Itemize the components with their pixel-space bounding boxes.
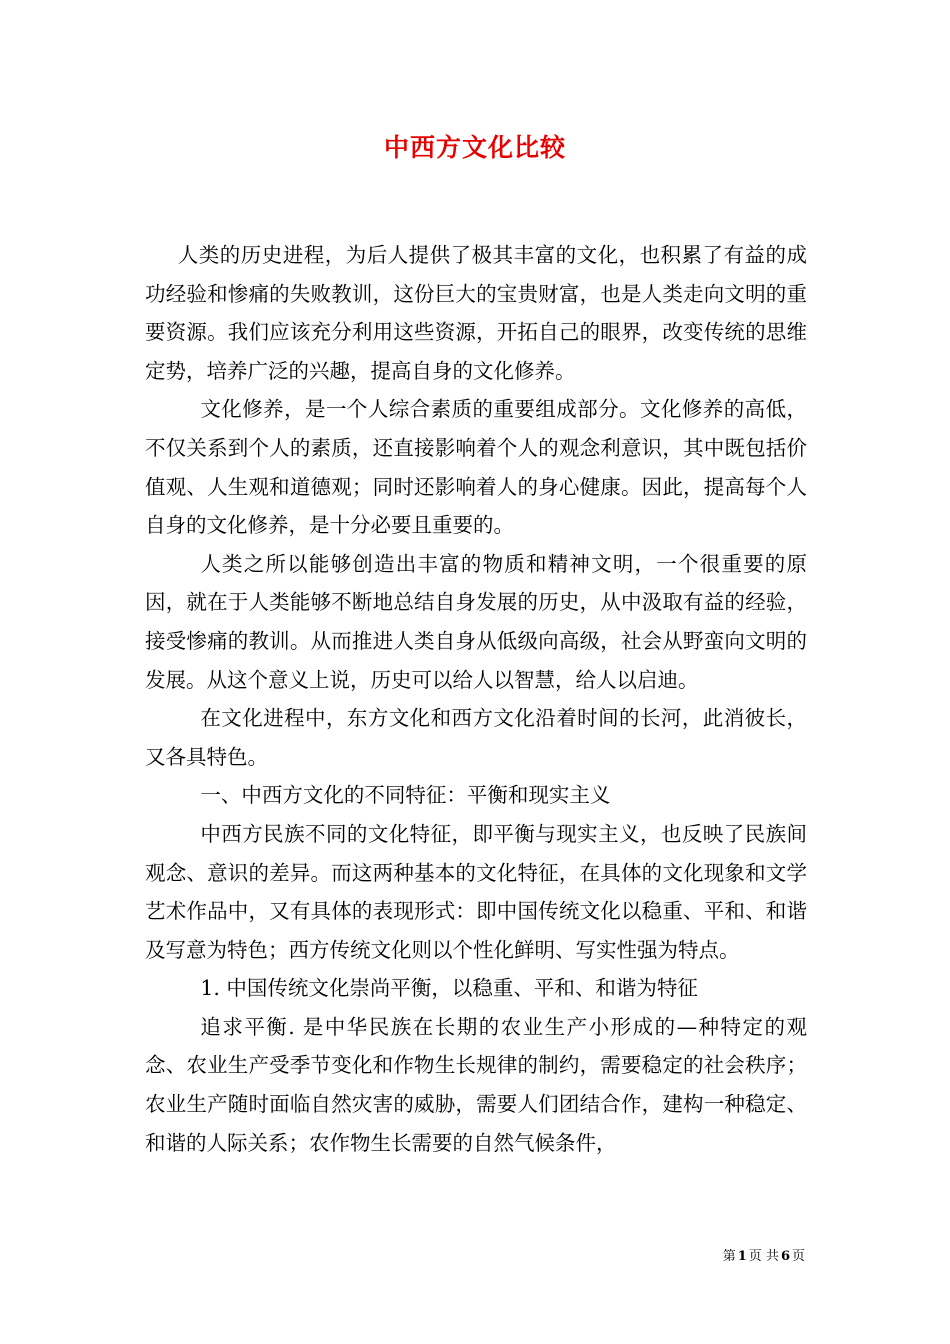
subsection-heading: 1. 中国传统文化崇尚平衡，以稳重、平和、和谐为特征	[200, 976, 698, 1001]
paragraph: 追求平衡. 是中华民族在长期的农业生产小形成的—种特定的观念、农业生产受季节变化和作物生长规律的制约，需要稳定的社会秩序；农业生产随时面临自然灾害的威胁，需要人们团结合作，建构一种稳定、和谐的人际关系；农作物生长需要的自然气候条件，	[145, 1014, 807, 1155]
paragraph: 在文化进程中，东方文化和西方文化沿着时间的长河，此消彼长，又各具特色。	[145, 706, 807, 769]
page-footer	[723, 1245, 805, 1264]
paragraph: 人类之所以能够创造出丰富的物质和精神文明，一个很重要的原因，就在于人类能够不断地总结自身发展的历史，从中汲取有益的经验，接受惨痛的教训。从而推进人类自身从低级向高级，社会从野蛮向文明的发展。从这个意义上说，历史可以给人以智慧，给人以启迪。	[145, 551, 807, 692]
footer-prefix: 第	[722, 1249, 736, 1264]
document-title: 中西方文化比较	[383, 133, 566, 162]
page-number: 1	[737, 1249, 747, 1264]
paragraph: 人类的历史进程，为后人提供了极其丰富的文化，也积累了有益的成功经验和惨痛的失败教训，这份巨大的宝贵财富，也是人类走向文明的重要资源。我们应该充分利用这些资源，开拓自己的眼界，改变传统的思维定势，培养广泛的兴趣，提高自身的文化修养。	[145, 243, 807, 383]
footer-suffix: 页	[791, 1249, 805, 1264]
paragraph: 中西方民族不同的文化特征，即平衡与现实主义，也反映了民族间观念、意识的差异。而这两种基本的文化特征，在具体的文化现象和文学艺术作品中，又有具体的表现形式：即中国传统文化以稳重、平和、和谐及写意为特色；西方传统文化则以个性化鲜明、写实性强为特点。	[145, 821, 807, 962]
document-body	[145, 236, 807, 1162]
section-heading: 一、中西方文化的不同特征：平衡和现实主义	[200, 783, 611, 808]
page-total: 6	[780, 1249, 790, 1264]
paragraph: 文化修养，是一个人综合素质的重要组成部分。文化修养的高低，不仅关系到个人的素质，还直接影响着个人的观念利意识，其中既包括价值观、人生观和道德观；同时还影响着人的身心健康。因此，提高每个人自身的文化修养，是十分必要且重要的。	[145, 397, 807, 538]
footer-middle: 页 共	[748, 1249, 779, 1264]
